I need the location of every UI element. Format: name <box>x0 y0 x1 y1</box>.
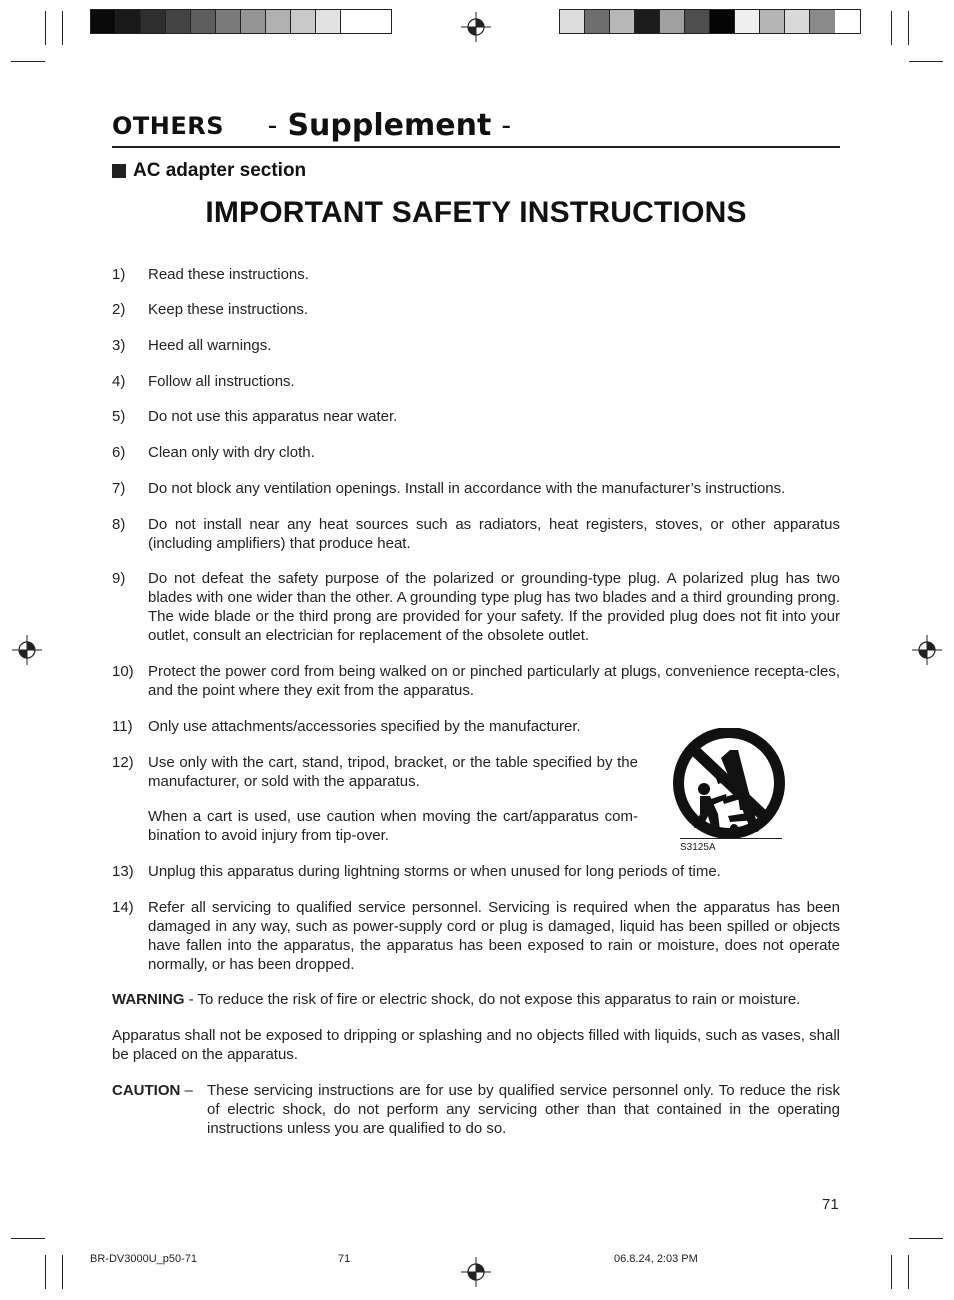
caution-label-group <box>112 1081 193 1100</box>
color-swatch <box>216 10 241 33</box>
color-swatch <box>610 10 635 33</box>
item-number: 7) <box>112 480 126 497</box>
registration-mark-left-icon <box>12 635 42 665</box>
color-swatch <box>241 10 266 33</box>
item-text: Follow all instructions. <box>148 373 295 390</box>
item-text: Clean only with dry cloth. <box>148 444 315 461</box>
item-number: 12) <box>112 754 134 771</box>
color-swatch <box>141 10 166 33</box>
figure-baseline <box>680 838 782 839</box>
caution-text: These servicing instructions are for use by qualified service personnel only. To reduce the risk of electric shock, do not perform any servicing other than that contained in the operating instructions unless you are qualified to do so. <box>207 1082 840 1137</box>
section-title: OTHERS <box>112 112 225 140</box>
color-swatch <box>316 10 341 33</box>
item-number: 2) <box>112 301 126 318</box>
item-number: 5) <box>112 408 126 425</box>
item-text-secondary: When a cart is used, use caution when moving the cart/apparatus com-bination to avoid injury from tip-over. <box>148 808 638 844</box>
color-swatch <box>660 10 685 33</box>
subsection-heading <box>112 160 306 182</box>
item-number: 6) <box>112 444 126 461</box>
caution-dash: – <box>184 1082 193 1099</box>
color-swatch <box>785 10 810 33</box>
header-divider <box>112 146 840 148</box>
registration-mark-right-icon <box>912 635 942 665</box>
item-text: Do not defeat the safety purpose of the polarized or grounding-type plug. A polarized plug has two blades with one wider than the other. A grounding type plug has two blades and a third grounding prong. The wide blade or the third prong are provided for your safety. If the provided plug does not fit into your outlet, consult an electrician for replacement of the obsolete outlet. <box>148 570 840 644</box>
figure-label: S3125A <box>680 842 716 853</box>
warning-paragraph <box>112 990 840 1009</box>
item-text: Heed all warnings. <box>148 337 272 354</box>
item-number: 14) <box>112 899 134 916</box>
subsection-label: AC adapter section <box>133 160 307 181</box>
item-text: Do not install near any heat sources such as radiators, heat registers, stoves, or other apparatus (including amplifiers) that produce heat. <box>148 516 840 552</box>
square-bullet-icon <box>112 164 126 178</box>
title-dash-right: – <box>501 116 511 137</box>
color-swatch <box>735 10 760 33</box>
item-text: Read these instructions. <box>148 266 309 283</box>
color-swatch <box>585 10 610 33</box>
cart-warning-icon <box>672 728 786 842</box>
item-text: Unplug this apparatus during lightning storms or when unused for long periods of time. <box>148 863 721 880</box>
color-swatch <box>560 10 585 33</box>
color-swatch <box>266 10 291 33</box>
footer-filename: BR-DV3000U_p50-71 <box>90 1253 198 1265</box>
item-number: 11) <box>112 718 133 735</box>
color-bar-left <box>90 9 392 34</box>
item-number: 9) <box>112 570 126 587</box>
warning-text: - To reduce the risk of fire or electric shock, do not expose this apparatus to rain or moisture. <box>184 991 801 1008</box>
page-number: 71 <box>822 1196 839 1213</box>
page-title <box>268 108 511 143</box>
footer-timestamp: 06.8.24, 2:03 PM <box>614 1253 698 1265</box>
color-swatch <box>810 10 835 33</box>
item-text: Use only with the cart, stand, tripod, bracket, or the table specified by the manufacturer, or sold with the apparatus. <box>148 754 638 790</box>
item-number: 3) <box>112 337 126 354</box>
page-title-text: Supplement <box>287 108 492 143</box>
apparatus-note: Apparatus shall not be exposed to dripping or splashing and no objects filled with liquids, such as vases, shall be placed on the apparatus. <box>112 1027 840 1063</box>
color-swatch <box>760 10 785 33</box>
color-swatch <box>91 10 116 33</box>
item-text: Do not use this apparatus near water. <box>148 408 398 425</box>
registration-mark-bottom-icon <box>461 1257 491 1287</box>
item-text: Only use attachments/accessories specified by the manufacturer. <box>148 718 581 735</box>
color-swatch <box>191 10 216 33</box>
item-number: 1) <box>112 266 126 283</box>
color-bar-right <box>559 9 861 34</box>
item-text: Keep these instructions. <box>148 301 309 318</box>
item-text: Refer all servicing to qualified service personnel. Servicing is required when the apparatus has been damaged in any way, such as power-supply cord or plug is damaged, liquid has been spilled or objects have fallen into the apparatus, the apparatus has been exposed to rain or moisture, does not operate normally, or has been dropped. <box>148 899 840 973</box>
caution-label: CAUTION <box>112 1082 181 1099</box>
title-dash-left: – <box>268 116 277 137</box>
color-swatch <box>341 10 366 33</box>
warning-label: WARNING <box>112 991 185 1008</box>
color-swatch <box>116 10 141 33</box>
registration-mark-top-icon <box>461 12 491 42</box>
color-swatch <box>635 10 660 33</box>
item-number: 4) <box>112 373 126 390</box>
item-number: 8) <box>112 516 126 533</box>
item-text: Do not block any ventilation openings. Install in accordance with the manufacturer’s instructions. <box>148 480 786 497</box>
color-swatch <box>710 10 735 33</box>
color-swatch <box>685 10 710 33</box>
footer-page: 71 <box>338 1253 351 1265</box>
item-text: Protect the power cord from being walked on or pinched particularly at plugs, convenience recepta-cles, and the point where they exit from the apparatus. <box>148 663 840 699</box>
main-heading: IMPORTANT SAFETY INSTRUCTIONS <box>205 196 747 229</box>
item-number: 10) <box>112 663 134 680</box>
color-swatch <box>291 10 316 33</box>
item-number: 13) <box>112 863 134 880</box>
color-swatch <box>166 10 191 33</box>
